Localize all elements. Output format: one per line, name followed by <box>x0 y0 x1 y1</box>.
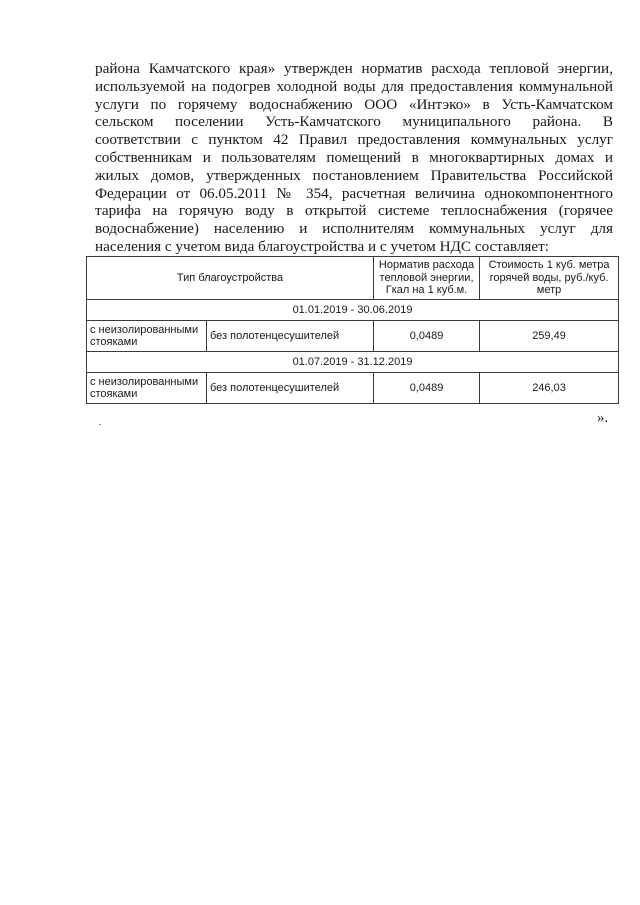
closing-quote: ». <box>597 410 609 426</box>
towel-dryer-type: без полотенцесушителей <box>207 321 374 352</box>
riser-type: с неизолированными стояками <box>87 321 207 352</box>
header-type: Тип благоустройства <box>87 257 374 300</box>
period-row <box>87 300 619 321</box>
scan-speck <box>99 424 101 425</box>
tariff-table <box>86 256 619 404</box>
body-paragraph: района Камчатского края» утвержден норматив расхода тепловой энергии, используемой на подогрев холодной воды для предоставления коммунальной услуги по горячему водоснабжению ООО «Интэко» в Усть-Камчатском сельском поселении Усть-Камчатского муниципального района. В соответствии с пунктом 42 Правил предоставления коммунальных услуг собственникам и пользователям помещений в многоквартирных домах и жилых домов, утвержденных постановлением Правительства Российской Федерации от 06.05.2011 № 354, расчетная величина однокомпонентного тарифа на горячую воду в открытой системе теплоснабжения (горячее водоснабжение) населению и исполнителям коммунальных услуг для населения с учетом вида благоустройства и с учетом НДС составляет: <box>95 60 613 255</box>
cost-value: 246,03 <box>480 373 619 404</box>
period-label: 01.07.2019 - 31.12.2019 <box>87 352 619 373</box>
norm-value: 0,0489 <box>374 373 480 404</box>
table-row <box>87 321 619 352</box>
cost-value: 259,49 <box>480 321 619 352</box>
norm-value: 0,0489 <box>374 321 480 352</box>
header-cost: Стоимость 1 куб. метра горячей воды, руб./куб. метр <box>480 257 619 300</box>
period-row <box>87 352 619 373</box>
period-label: 01.01.2019 - 30.06.2019 <box>87 300 619 321</box>
header-norm: Норматив расхода тепловой энергии, Гкал на 1 куб.м. <box>374 257 480 300</box>
table-header-row <box>87 257 619 300</box>
towel-dryer-type: без полотенцесушителей <box>207 373 374 404</box>
table-row <box>87 373 619 404</box>
riser-type: с неизолированными стояками <box>87 373 207 404</box>
